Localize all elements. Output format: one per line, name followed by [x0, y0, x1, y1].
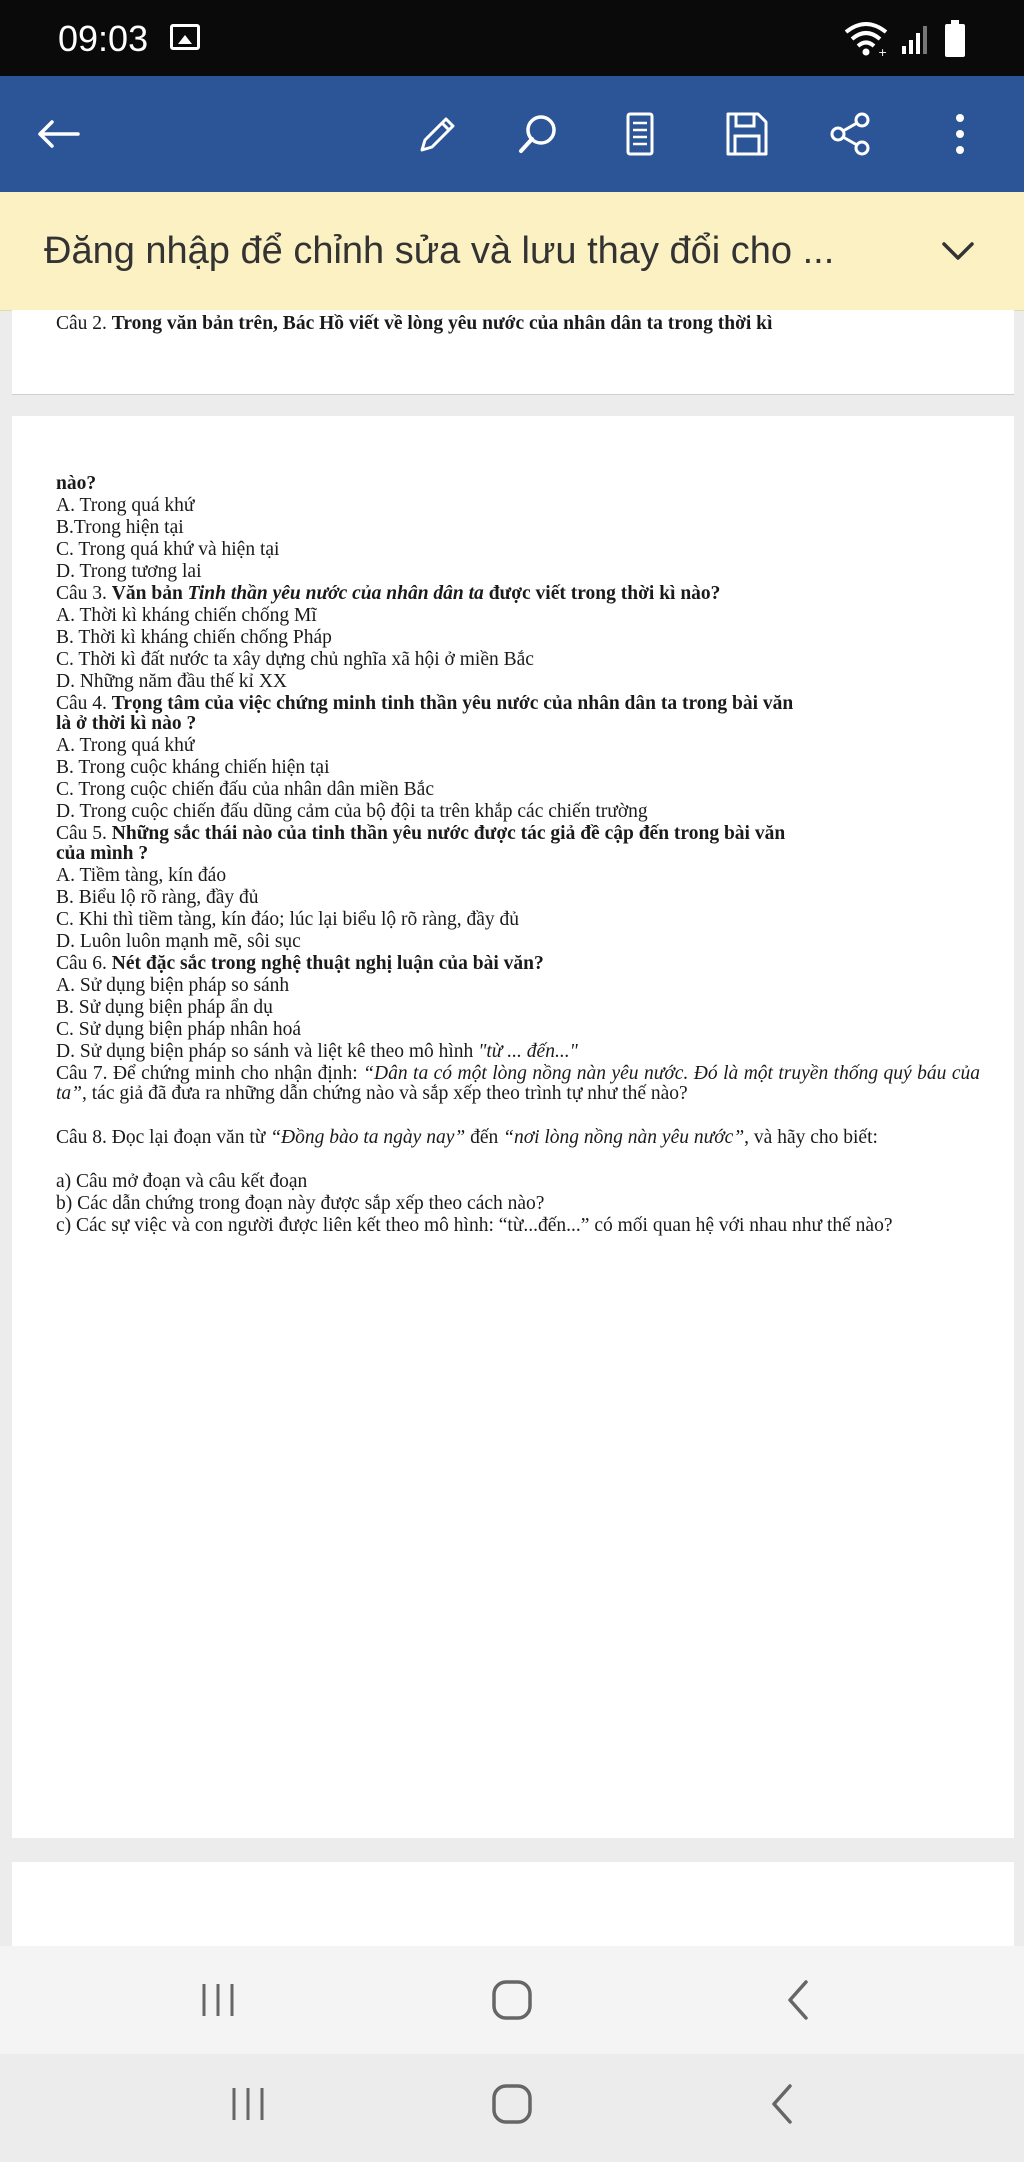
question-3-option-b: B. Thời kì kháng chiến chống Pháp — [56, 627, 332, 648]
question-8-post: , và hãy cho biết: — [744, 1127, 878, 1148]
question-7-pre: Câu 7. Để chứng minh cho nhận định: — [56, 1063, 358, 1084]
question-6-number: Câu 6. — [56, 953, 107, 974]
svg-text:+: + — [878, 46, 888, 58]
question-2-line — [56, 314, 772, 334]
question-8-quote-2: “nơi lòng nồng nàn yêu nước” — [503, 1127, 745, 1148]
question-3-pre: Văn bản — [111, 583, 183, 604]
question-2-text: Trong văn bản trên, Bác Hồ viết về lòng yêu nước của nhân dân ta trong thời kì — [111, 313, 773, 334]
login-banner-text: Đăng nhập để chỉnh sửa và lưu thay đổi cho ... — [44, 230, 835, 272]
question-2-number: Câu 2. — [56, 313, 107, 334]
back-arrow-icon[interactable] — [30, 106, 86, 162]
question-7-paragraph — [56, 1064, 980, 1104]
document-page-1 — [12, 310, 1014, 395]
app-toolbar — [0, 76, 1024, 192]
question-4-option-a: A. Trong quá khứ — [56, 735, 195, 756]
question-5-continued: của mình ? — [56, 843, 149, 864]
question-3-post: được viết trong thời kì nào? — [488, 583, 721, 604]
question-8-item-b: b) Các dẫn chứng trong đoạn này được sắp xếp theo cách nào? — [56, 1193, 545, 1214]
home-button-icon[interactable] — [482, 1970, 542, 2030]
question-6-option-b: B. Sử dụng biện pháp ẩn dụ — [56, 997, 273, 1018]
question-4-option-b: B. Trong cuộc kháng chiến hiện tại — [56, 757, 330, 778]
question-7-post: , tác giả đã đưa ra những dẫn chứng nào và sắp xếp theo trình tự như thế nào? — [82, 1083, 688, 1104]
home-button-icon[interactable] — [482, 2074, 542, 2134]
navigation-bar-primary — [0, 1946, 1024, 2054]
question-3-line — [56, 584, 720, 604]
question-8-quote-1: “Đồng bào ta ngày nay” — [270, 1127, 466, 1148]
status-bar — [0, 0, 1024, 76]
signal-icon — [900, 20, 934, 56]
more-options-icon[interactable] — [932, 106, 988, 162]
recent-apps-icon[interactable] — [188, 1970, 248, 2030]
gallery-notification-icon — [170, 24, 200, 50]
question-4-number: Câu 4. — [56, 693, 107, 714]
question-8-item-a: a) Câu mở đoạn và câu kết đoạn — [56, 1171, 308, 1192]
question-5-line — [56, 824, 785, 844]
login-banner[interactable] — [0, 192, 1024, 311]
question-2-option-c: C. Trong quá khứ và hiện tại — [56, 539, 280, 560]
question-3-title: Tinh thần yêu nước của nhân dân ta — [187, 583, 484, 604]
question-3-number: Câu 3. — [56, 583, 107, 604]
question-7-quote: “Dân ta có một lòng nồng nàn yêu nước. Đó là một truyền thống quý báu của ta” — [56, 1063, 981, 1104]
question-5-option-c: C. Khi thì tiềm tàng, kín đáo; lúc lại biểu lộ rõ ràng, đầy đủ — [56, 909, 520, 930]
question-6-option-d-text: D. Sử dụng biện pháp so sánh và liệt kê theo mô hình — [56, 1041, 474, 1062]
question-8-paragraph — [56, 1128, 980, 1148]
back-button-icon[interactable] — [752, 2074, 812, 2134]
question-4-text: Trọng tâm của việc chứng minh tinh thần yêu nước của nhân dân ta trong bài văn — [111, 693, 794, 714]
question-5-option-b: B. Biểu lộ rõ ràng, đầy đủ — [56, 887, 259, 908]
question-2-option-a: A. Trong quá khứ — [56, 495, 195, 516]
question-5-option-a: A. Tiềm tàng, kín đáo — [56, 865, 227, 886]
battery-icon — [944, 20, 966, 58]
recent-apps-icon[interactable] — [218, 2074, 278, 2134]
search-icon[interactable] — [510, 106, 566, 162]
document-page-2 — [12, 416, 1014, 1838]
document-view-icon[interactable] — [612, 106, 668, 162]
question-3-option-d: D. Những năm đầu thế kỉ XX — [56, 671, 287, 692]
save-icon[interactable] — [718, 106, 774, 162]
question-6-line — [56, 954, 544, 974]
question-5-option-d: D. Luôn luôn mạnh mẽ, sôi sục — [56, 931, 301, 952]
chevron-down-icon[interactable] — [938, 236, 978, 266]
share-icon[interactable] — [822, 106, 878, 162]
question-6-option-a: A. Sử dụng biện pháp so sánh — [56, 975, 290, 996]
question-5-text: Những sắc thái nào của tinh thần yêu nước được tác giả đề cập đến trong bài văn — [111, 823, 786, 844]
question-5-number: Câu 5. — [56, 823, 107, 844]
question-3-option-a: A. Thời kì kháng chiến chống Mĩ — [56, 605, 317, 626]
question-6-option-d-quote: "từ ... đến..." — [478, 1041, 578, 1062]
question-8-pre: Câu 8. Đọc lại đoạn văn từ — [56, 1127, 266, 1148]
question-2-option-b: B.Trong hiện tại — [56, 517, 184, 538]
question-2-continued: nào? — [56, 473, 97, 494]
question-8-item-c: c) Các sự việc và con người được liên kết theo mô hình: “từ...đến...” có mối quan hệ với nhau như thế nào? — [56, 1215, 893, 1236]
back-button-icon[interactable] — [768, 1970, 828, 2030]
question-3-option-c: C. Thời kì đất nước ta xây dựng chủ nghĩa xã hội ở miền Bắc — [56, 649, 534, 670]
question-4-option-d: D. Trong cuộc chiến đấu dũng cảm của bộ đội ta trên khắp các chiến trường — [56, 801, 648, 822]
question-6-text: Nét đặc sắc trong nghệ thuật nghị luận của bài văn? — [111, 953, 544, 974]
status-time: 09:03 — [58, 18, 149, 59]
question-4-continued: là ở thời kì nào ? — [56, 713, 197, 734]
pencil-icon[interactable] — [408, 106, 464, 162]
question-2-option-d: D. Trong tương lai — [56, 561, 202, 582]
question-8-mid: đến — [470, 1127, 499, 1148]
wifi-icon — [842, 18, 890, 58]
question-4-line — [56, 694, 793, 714]
navigation-bar-secondary — [0, 2054, 1024, 2162]
question-4-option-c: C. Trong cuộc chiến đấu của nhân dân miền Bắc — [56, 779, 434, 800]
question-6-option-d — [56, 1042, 578, 1062]
question-6-option-c: C. Sử dụng biện pháp nhân hoá — [56, 1019, 302, 1040]
